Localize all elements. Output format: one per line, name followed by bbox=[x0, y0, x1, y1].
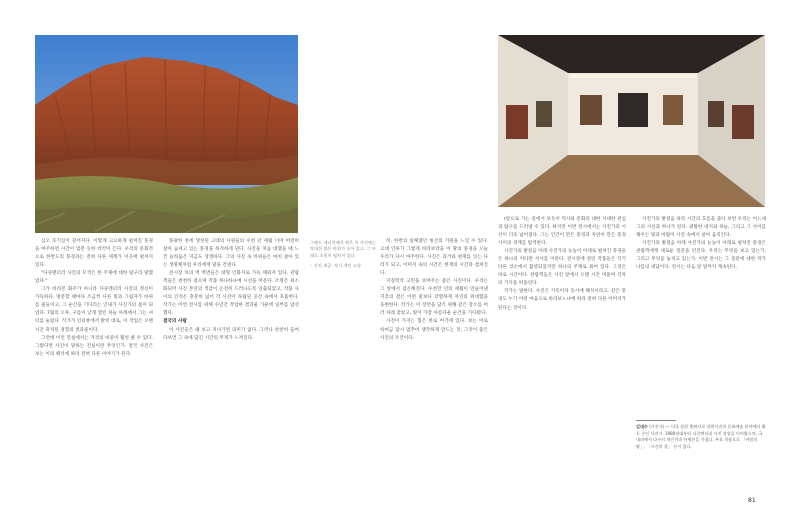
paragraph: 히, 한반의 일체였던 빙산의 기원을 느낄 수 있다. 고대 인류가 그렇게 바라보았을 이 땅의 풍경을 오늘 우리가 다시 마주한다. 사진은 과거와 현재를 잇는 다리가 되고, 이미지 속의 시간은 현재의 시간과 겹쳐진다. bbox=[380, 239, 488, 277]
paragraph: 사진이 가지는 힘은 바로 여기에 있다. 보는 이로 하여금 잠시 멈추어 생각하게 만드는 것, 그것이 좋은 사진의 조건이다. bbox=[380, 319, 488, 341]
paragraph: 풍광한 정에 생성된 고대의 시원들의 수천 년 세월 너머 여전히 살아 숨쉬고 있는 풍경을 목격하게 된다. 사진을 처음 대했을 때 느낀 놀라움은 지금도 생생하다. 그의 사진 속 바위들은 마치 살아 있는 생명체처럼 우리에게 말을 건넨다. bbox=[163, 239, 299, 269]
section-subheading: 결국의 사람 bbox=[163, 319, 187, 325]
page-number: 81 bbox=[748, 497, 756, 504]
caption-credit: ◦ 사진 제공: 작가 개인 소장 bbox=[310, 263, 361, 269]
paragraph: 작가는 말한다. 사진은 기록이자 동시에 해석이라고. 같은 풍경도 누가 어떤 마음으로 바라보느냐에 따라 전혀 다른 이미지가 된다는 것이다. bbox=[498, 289, 626, 311]
paragraph: 심오 호기심이 깊어지다. 이렇게 고요하게 펼쳐진 풍경을 마주하면 시간이 멈춘 듯한 착각이 든다. 우리의 문화적으로 한반도의 풍경과는 전혀 다른 세계가 이곳에 펼쳐져 있다. bbox=[35, 239, 153, 269]
photo-caption bbox=[310, 240, 376, 290]
body-column-2 bbox=[163, 238, 299, 508]
footnote-paragraph bbox=[636, 424, 766, 450]
body-column-3 bbox=[380, 238, 488, 508]
footnote-divider bbox=[636, 420, 676, 421]
body-column-1 bbox=[35, 238, 153, 508]
paragraph: 사진가의 발걸음 아래 사진가의 눈높이 아래로 펼쳐진 풍경은 관람객에게 새로운 질문을 던진다. 우리는 무엇을 보고 있는가, 그리고 무엇을 놓치고 있는가. 이번 전시는 그 질문에 대한 작가 나름의 대답이다. 전시는 다음 달 말까지 계속된다. bbox=[636, 241, 766, 271]
caption-text: 그랜드 캐니언에서 찍은 이 사진에는 장대한 붉은 바위가 솟아 있고, 그 아래로 초원이 펼쳐져 있다. bbox=[310, 240, 376, 258]
gallery-photo bbox=[498, 35, 765, 207]
paragraph: 사진가의 발걸음 아래 사진가의 눈높이 아래로 펼쳐진 풍경들은 하나의 커다란 서사를 이룬다. 전시장에 걸린 작품들은 각기 다른 장소에서 촬영되었지만 하나의 주제로 묶여 있다. 그것은 바로 시간이다. 관람객들은 사진 앞에서 오랜 시간 머물며 각자의 기억을 떠올린다. bbox=[498, 249, 626, 287]
body-column-5 bbox=[636, 216, 766, 416]
paragraph: 지질학적 고민을 보여주는 좋은 사진이다. 우리는 그 앞에서 겸손해진다. 수천만 년의 세월이 만들어낸 지층의 결은 어떤 말보다 강렬하게 자연의 위대함을 웅변한다. 작가는 이 장면을 담기 위해 같은 장소를 여러 차례 찾았고, 빛이 가장 아름다운 순간을 기다렸다. bbox=[380, 279, 488, 317]
author-footnote bbox=[636, 424, 766, 484]
red-rock-landscape-image bbox=[35, 35, 298, 233]
footnote-text: (사진가) — 미국 장편 출판사로 장편사진과 문화예술 분야에서 활동 중인 사진가. 1980년대부터 다큐멘터리 사진 작업을 이어왔으며, 국내외에서 다수의 개인전과 단체전을 가졌다. 주요 작품으로 「바람의 땅」, 「시간의 결」 등이 있다. bbox=[636, 424, 766, 449]
paragraph: 사진가의 발걸음 따라 시간의 흐름을 좇다 보면 우리는 어느새 그의 시선과 하나가 된다. 광활한 대지와 하늘, 그리고 그 사이를 채우는 빛과 바람이 사진 속에서 살아 움직인다. bbox=[636, 217, 766, 239]
paragraph: 전시장 차의 벽 벽면들은 대형 인화지로 가득 채워져 있다. 관람객들은 천천히 걸으며 작품 하나하나에 시선을 머문다. 조명은 최소화되어 사진 본연의 색감이 온전히 드러나도록 연출되었고, 작품 사이의 간격은 충분히 넓어 각 사진이 독립된 공간 속에서 호흡한다. 작가는 이번 전시를 위해 수년간 작업한 결과물 가운데 일부를 엄선했다. bbox=[163, 271, 299, 317]
footnote-label: 김대수 bbox=[636, 424, 648, 429]
landscape-photo bbox=[35, 35, 298, 233]
paragraph: 그가 바라본 화주가 아니라 다큐멘터리 사진의 정신이 가득하다. 방문할 때마다 조금씩 다른 빛과 그림자가 바위를 물들이고, 그 순간을 기다리는 인내가 사진가의 몫이 되었다. 7월의 오후, 구름이 낮게 깔린 하늘 아래에서 그는 셔터를 눌렀다. 작가가 인터뷰에서 밝힌 대로, 이 작업은 오랜 시간 축적된 경험의 결과물이다. bbox=[35, 287, 153, 333]
paragraph: 그런데 이런 진실에서는 거짓의 비중이 훨씬 클 수 있다. 그렇다면 사진이 말하는 진실이란 무엇인가. 결국 사진은 보는 이의 해석에 따라 전혀 다른 이야기가 된다. bbox=[35, 335, 153, 357]
paragraph: (항으로 가는 길에서 보듯이 역사와 문화의 대한 지대한 관심과 탐구를 드러낼 수 있다. 하지만 이번 전시에서는 사진가의 시선이 더욱 넓어졌다. 그는 인간이 만든 풍경과 자연이 만든 풍경 사이의 경계를 탐색한다. bbox=[498, 217, 626, 247]
exhibition-hall-image bbox=[498, 35, 765, 207]
body-column-4 bbox=[498, 216, 626, 508]
quote-paragraph: "다큐멘터리 사진의 모색은 한 주제에 대한 탐구라 말했었다." bbox=[35, 271, 153, 285]
paragraph: 이 사진들은 왜 보고 지나가면 의미가 없다. 그러나 찬찬히 들여다보면 그 속에 담긴 시간의 무게가 느껴진다. bbox=[163, 327, 299, 341]
